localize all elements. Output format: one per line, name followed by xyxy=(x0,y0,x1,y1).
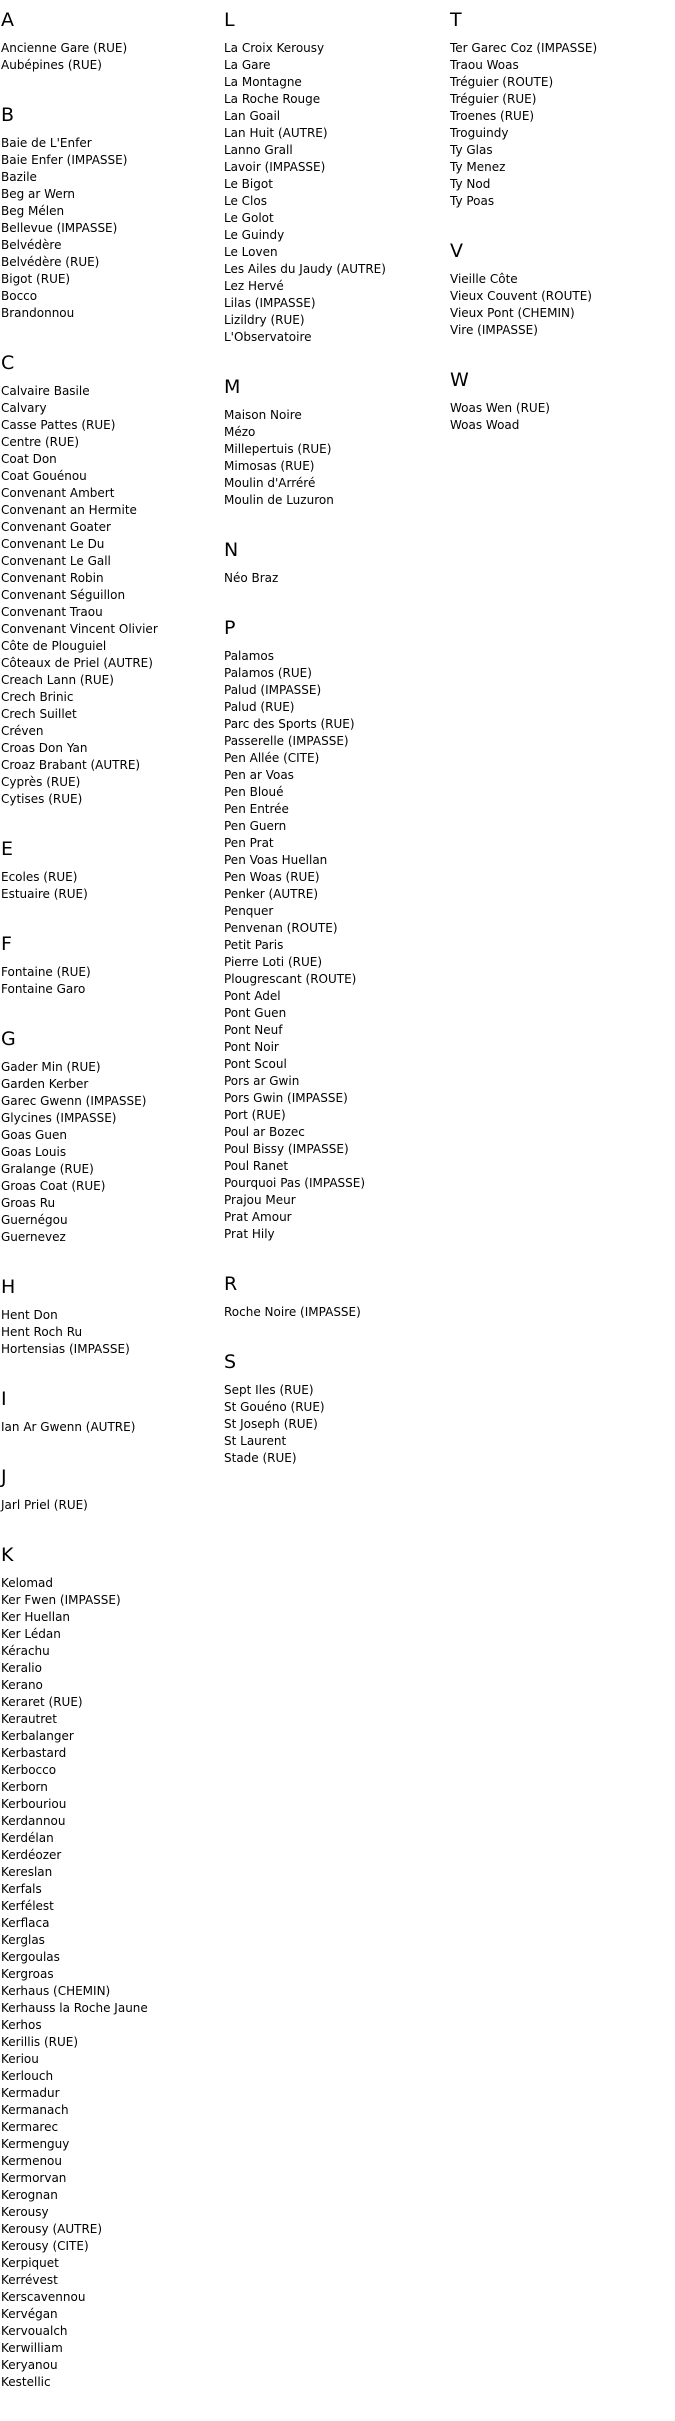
street-name: Kerfélest xyxy=(1,1899,54,1913)
street-name: St Joseph (RUE) xyxy=(224,1417,318,1431)
street-name: Kestellic xyxy=(1,2375,51,2389)
street-index-column-1 xyxy=(1,9,221,2421)
street-name: Hent Don xyxy=(1,1308,58,1322)
street-name: Belvédère (RUE) xyxy=(1,255,100,269)
street-name: Coat Don xyxy=(1,452,57,466)
street-name: Palamos (RUE) xyxy=(224,666,312,680)
street-name: Beg Mélen xyxy=(1,204,65,218)
street-name: Penvenan (ROUTE) xyxy=(224,921,338,935)
street-name: Stade (RUE) xyxy=(224,1451,297,1465)
street-name: Ty Nod xyxy=(450,177,491,191)
section-letter-heading: F xyxy=(1,933,12,955)
street-name: Palamos xyxy=(224,649,275,663)
street-name: St Laurent xyxy=(224,1434,287,1448)
street-list xyxy=(224,1304,444,1321)
street-name: Moulin de Luzuron xyxy=(224,493,334,507)
street-name: Ecoles (RUE) xyxy=(1,870,78,884)
street-name: Sept Iles (RUE) xyxy=(224,1383,314,1397)
street-name: Vieux Couvent (ROUTE) xyxy=(450,289,592,303)
street-name: Kermanach xyxy=(1,2103,69,2117)
letter-section xyxy=(1,1466,221,1514)
street-name: Guernevez xyxy=(1,1230,66,1244)
letter-section xyxy=(224,9,444,346)
street-name: Pen Woas (RUE) xyxy=(224,870,320,884)
street-name: Calvary xyxy=(1,401,47,415)
street-name: Kerhauss la Roche Jaune xyxy=(1,2001,148,2015)
street-name: Poul ar Bozec xyxy=(224,1125,305,1139)
street-name: La Roche Rouge xyxy=(224,92,321,106)
street-name: Ty Menez xyxy=(450,160,506,174)
street-name: Bellevue (IMPASSE) xyxy=(1,221,118,235)
section-letter-heading: N xyxy=(224,539,239,561)
street-name: Maison Noire xyxy=(224,408,302,422)
street-name: Beg ar Wern xyxy=(1,187,76,201)
street-name: Woas Woad xyxy=(450,418,520,432)
street-name: Centre (RUE) xyxy=(1,435,80,449)
street-name: La Croix Kerousy xyxy=(224,41,325,55)
letter-section xyxy=(1,9,221,74)
letter-section xyxy=(224,1273,444,1321)
street-name: Hent Roch Ru xyxy=(1,1325,83,1339)
street-name: Pen Entrée xyxy=(224,802,289,816)
street-name: Côteaux de Priel (AUTRE) xyxy=(1,656,153,670)
street-name: Kérachu xyxy=(1,1644,50,1658)
street-name: Mimosas (RUE) xyxy=(224,459,315,473)
street-list xyxy=(1,135,221,322)
street-name: Les Ailes du Jaudy (AUTRE) xyxy=(224,262,386,276)
street-name: Moulin d'Arréré xyxy=(224,476,316,490)
section-letter-heading: B xyxy=(1,104,15,126)
street-list xyxy=(1,964,221,998)
street-name: Convenant Séguillon xyxy=(1,588,126,602)
street-name: Casse Pattes (RUE) xyxy=(1,418,116,432)
street-name: Pierre Loti (RUE) xyxy=(224,955,323,969)
street-name: Plougrescant (ROUTE) xyxy=(224,972,357,986)
street-name: Keryanou xyxy=(1,2358,58,2372)
letter-section xyxy=(450,9,670,210)
street-name: Pont Scoul xyxy=(224,1057,287,1071)
street-name: Crech Brinic xyxy=(1,690,74,704)
street-name: Fontaine Garo xyxy=(1,982,86,996)
street-name: Pen Bloué xyxy=(224,785,284,799)
street-name: Guernégou xyxy=(1,1213,68,1227)
street-name: Vieille Côte xyxy=(450,272,518,286)
street-name: Ker Huellan xyxy=(1,1610,71,1624)
section-letter-heading: C xyxy=(1,352,15,374)
street-name: Kerflaca xyxy=(1,1916,50,1930)
street-list xyxy=(1,869,221,903)
street-list xyxy=(1,40,221,74)
street-name: Kerousy xyxy=(1,2205,49,2219)
street-name: Kerdéozer xyxy=(1,1848,62,1862)
street-name: Kerglas xyxy=(1,1933,45,1947)
street-name: Groas Ru xyxy=(1,1196,56,1210)
street-name: Cyprès (RUE) xyxy=(1,775,81,789)
street-name: Ty Poas xyxy=(450,194,495,208)
street-name: Troguindy xyxy=(450,126,509,140)
street-name: Groas Coat (RUE) xyxy=(1,1179,106,1193)
street-name: Néo Braz xyxy=(224,571,279,585)
street-name: Belvédère xyxy=(1,238,62,252)
street-name: Le Loven xyxy=(224,245,278,259)
section-letter-heading: W xyxy=(450,369,469,391)
street-name: Baie de L'Enfer xyxy=(1,136,92,150)
street-name: Kerautret xyxy=(1,1712,58,1726)
street-name: Bazile xyxy=(1,170,37,184)
street-name: Pen Voas Huellan xyxy=(224,853,328,867)
street-name: Kerbocco xyxy=(1,1763,57,1777)
street-index-column-3 xyxy=(450,9,670,464)
street-list xyxy=(224,40,444,346)
street-name: Gader Min (RUE) xyxy=(1,1060,101,1074)
street-name: Tréguier (RUE) xyxy=(450,92,537,106)
street-name: Kerpiquet xyxy=(1,2256,59,2270)
street-name: Lanno Grall xyxy=(224,143,293,157)
street-name: Kerousy (CITE) xyxy=(1,2239,89,2253)
street-list xyxy=(450,271,670,339)
letter-section xyxy=(1,1276,221,1358)
street-name: Pors Gwin (IMPASSE) xyxy=(224,1091,348,1105)
street-list xyxy=(224,648,444,1243)
street-name: Kergoulas xyxy=(1,1950,60,1964)
street-list xyxy=(224,1382,444,1467)
street-name: Le Golot xyxy=(224,211,274,225)
section-letter-heading: R xyxy=(224,1273,238,1295)
street-name: Kerbalanger xyxy=(1,1729,74,1743)
letter-section xyxy=(1,1544,221,2391)
street-name: Fontaine (RUE) xyxy=(1,965,91,979)
street-name: Jarl Priel (RUE) xyxy=(1,1498,88,1512)
street-name: Poul Ranet xyxy=(224,1159,289,1173)
street-list xyxy=(450,40,670,210)
street-name: Convenant an Hermite xyxy=(1,503,137,517)
street-name: Mézo xyxy=(224,425,256,439)
street-name: Ker Lédan xyxy=(1,1627,61,1641)
street-name: Kerhos xyxy=(1,2018,42,2032)
street-name: Troenes (RUE) xyxy=(450,109,535,123)
street-name: Kerbouriou xyxy=(1,1797,67,1811)
street-name: Goas Louis xyxy=(1,1145,67,1159)
street-name: Lez Hervé xyxy=(224,279,284,293)
street-name: Lavoir (IMPASSE) xyxy=(224,160,326,174)
street-name: Pen Guern xyxy=(224,819,287,833)
street-name: Convenant Robin xyxy=(1,571,104,585)
section-letter-heading: H xyxy=(1,1276,16,1298)
street-name: Baie Enfer (IMPASSE) xyxy=(1,153,128,167)
letter-section xyxy=(224,1351,444,1467)
street-list xyxy=(1,1497,221,1514)
street-name: Creach Lann (RUE) xyxy=(1,673,114,687)
street-name: Roche Noire (IMPASSE) xyxy=(224,1305,361,1319)
street-name: Prat Hily xyxy=(224,1227,275,1241)
street-name: Lan Huit (AUTRE) xyxy=(224,126,328,140)
street-name: Kervégan xyxy=(1,2307,58,2321)
street-name: Croaz Brabant (AUTRE) xyxy=(1,758,141,772)
street-name: Keriou xyxy=(1,2052,39,2066)
street-name: Pont Neuf xyxy=(224,1023,283,1037)
street-name: Convenant Traou xyxy=(1,605,103,619)
letter-section xyxy=(1,838,221,903)
street-name: Kerbastard xyxy=(1,1746,67,1760)
street-name: Créven xyxy=(1,724,44,738)
letter-section xyxy=(1,1028,221,1246)
street-name: Kerlouch xyxy=(1,2069,54,2083)
street-name: Bocco xyxy=(1,289,38,303)
section-letter-heading: T xyxy=(450,9,462,31)
street-name: Pourquoi Pas (IMPASSE) xyxy=(224,1176,366,1190)
street-name: Pont Noir xyxy=(224,1040,279,1054)
street-name: Prajou Meur xyxy=(224,1193,296,1207)
street-list xyxy=(1,1575,221,2391)
street-name: Port (RUE) xyxy=(224,1108,286,1122)
street-name: Keralio xyxy=(1,1661,42,1675)
street-name: Kerousy (AUTRE) xyxy=(1,2222,103,2236)
section-letter-heading: A xyxy=(1,9,14,31)
letter-section xyxy=(224,539,444,587)
street-index-column-2 xyxy=(224,9,444,1497)
street-name: Estuaire (RUE) xyxy=(1,887,88,901)
street-name: Kerdélan xyxy=(1,1831,54,1845)
street-list xyxy=(1,1307,221,1358)
street-list xyxy=(1,1059,221,1246)
letter-section xyxy=(1,104,221,322)
street-name: Bigot (RUE) xyxy=(1,272,71,286)
letter-section xyxy=(1,1388,221,1436)
street-name: Kermenou xyxy=(1,2154,63,2168)
street-name: Convenant Le Du xyxy=(1,537,105,551)
section-letter-heading: G xyxy=(1,1028,16,1050)
street-list xyxy=(1,383,221,808)
street-name: Le Bigot xyxy=(224,177,273,191)
street-name: Garden Kerber xyxy=(1,1077,89,1091)
section-letter-heading: J xyxy=(1,1466,7,1488)
street-name: Ker Fwen (IMPASSE) xyxy=(1,1593,121,1607)
street-name: Hortensias (IMPASSE) xyxy=(1,1342,130,1356)
street-name: Kerano xyxy=(1,1678,43,1692)
street-name: Gralange (RUE) xyxy=(1,1162,94,1176)
street-list xyxy=(224,570,444,587)
street-name: Ancienne Gare (RUE) xyxy=(1,41,128,55)
street-name: Prat Amour xyxy=(224,1210,292,1224)
street-name: L'Observatoire xyxy=(224,330,312,344)
street-name: Kerhaus (CHEMIN) xyxy=(1,1984,111,1998)
street-name: Kervoualch xyxy=(1,2324,68,2338)
letter-section xyxy=(1,933,221,998)
street-list xyxy=(1,1419,221,1436)
section-letter-heading: I xyxy=(1,1388,7,1410)
street-name: Kereslan xyxy=(1,1865,53,1879)
street-name: Penquer xyxy=(224,904,274,918)
street-name: Keraret (RUE) xyxy=(1,1695,83,1709)
street-name: Traou Woas xyxy=(450,58,519,72)
street-name: Petit Paris xyxy=(224,938,284,952)
letter-section xyxy=(450,240,670,339)
street-name: Kerognan xyxy=(1,2188,58,2202)
street-name: Tréguier (ROUTE) xyxy=(450,75,554,89)
street-name: Kermenguy xyxy=(1,2137,70,2151)
street-name: Kermorvan xyxy=(1,2171,67,2185)
street-name: Le Guindy xyxy=(224,228,285,242)
street-name: Palud (RUE) xyxy=(224,700,295,714)
street-name: Pors ar Gwin xyxy=(224,1074,300,1088)
section-letter-heading: P xyxy=(224,617,236,639)
section-letter-heading: E xyxy=(1,838,14,860)
letter-section xyxy=(224,617,444,1243)
street-name: Lizildry (RUE) xyxy=(224,313,305,327)
street-name: Passerelle (IMPASSE) xyxy=(224,734,349,748)
street-name: Crech Suillet xyxy=(1,707,77,721)
letter-section xyxy=(450,369,670,434)
street-name: Convenant Vincent Olivier xyxy=(1,622,158,636)
street-name: Glycines (IMPASSE) xyxy=(1,1111,117,1125)
street-name: Cytises (RUE) xyxy=(1,792,83,806)
street-name: Kerillis (RUE) xyxy=(1,2035,79,2049)
street-name: Côte de Plouguiel xyxy=(1,639,107,653)
street-name: Kerborn xyxy=(1,1780,48,1794)
street-name: Pont Adel xyxy=(224,989,281,1003)
street-name: Goas Guen xyxy=(1,1128,67,1142)
street-name: Ter Garec Coz (IMPASSE) xyxy=(450,41,598,55)
letter-section xyxy=(1,352,221,808)
street-name: Vire (IMPASSE) xyxy=(450,323,538,337)
street-name: Kerwilliam xyxy=(1,2341,63,2355)
street-name: Palud (IMPASSE) xyxy=(224,683,322,697)
letter-section xyxy=(224,376,444,509)
street-name: Pen Allée (CITE) xyxy=(224,751,320,765)
street-name: Millepertuis (RUE) xyxy=(224,442,332,456)
section-letter-heading: S xyxy=(224,1351,237,1373)
street-name: Convenant Goater xyxy=(1,520,111,534)
street-list xyxy=(450,400,670,434)
section-letter-heading: V xyxy=(450,240,463,262)
street-name: Convenant Ambert xyxy=(1,486,115,500)
street-name: Kerscavennou xyxy=(1,2290,86,2304)
street-name: Kerdannou xyxy=(1,1814,66,1828)
street-name: Kermadur xyxy=(1,2086,60,2100)
street-name: St Gouéno (RUE) xyxy=(224,1400,325,1414)
street-name: Vieux Pont (CHEMIN) xyxy=(450,306,575,320)
street-name: Convenant Le Gall xyxy=(1,554,111,568)
street-name: Aubépines (RUE) xyxy=(1,58,102,72)
street-name: Lilas (IMPASSE) xyxy=(224,296,316,310)
street-list xyxy=(224,407,444,509)
section-letter-heading: L xyxy=(224,9,235,31)
street-name: Croas Don Yan xyxy=(1,741,88,755)
street-name: Le Clos xyxy=(224,194,267,208)
street-name: Pen ar Voas xyxy=(224,768,294,782)
street-name: Kergroas xyxy=(1,1967,54,1981)
street-name: Ian Ar Gwenn (AUTRE) xyxy=(1,1420,136,1434)
street-name: Garec Gwenn (IMPASSE) xyxy=(1,1094,147,1108)
street-name: Coat Gouénou xyxy=(1,469,87,483)
street-name: Poul Bissy (IMPASSE) xyxy=(224,1142,349,1156)
street-name: La Montagne xyxy=(224,75,302,89)
section-letter-heading: M xyxy=(224,376,241,398)
street-name: Ty Glas xyxy=(450,143,493,157)
street-name: Pen Prat xyxy=(224,836,274,850)
street-name: Penker (AUTRE) xyxy=(224,887,319,901)
street-name: Parc des Sports (RUE) xyxy=(224,717,355,731)
street-name: Brandonnou xyxy=(1,306,75,320)
street-name: Pont Guen xyxy=(224,1006,287,1020)
street-name: Kelomad xyxy=(1,1576,53,1590)
section-letter-heading: K xyxy=(1,1544,14,1566)
street-name: Calvaire Basile xyxy=(1,384,90,398)
street-name: Kerfals xyxy=(1,1882,42,1896)
street-name: Kermarec xyxy=(1,2120,59,2134)
street-name: Woas Wen (RUE) xyxy=(450,401,550,415)
street-name: Lan Goail xyxy=(224,109,281,123)
street-name: La Gare xyxy=(224,58,271,72)
street-name: Kerrévest xyxy=(1,2273,58,2287)
